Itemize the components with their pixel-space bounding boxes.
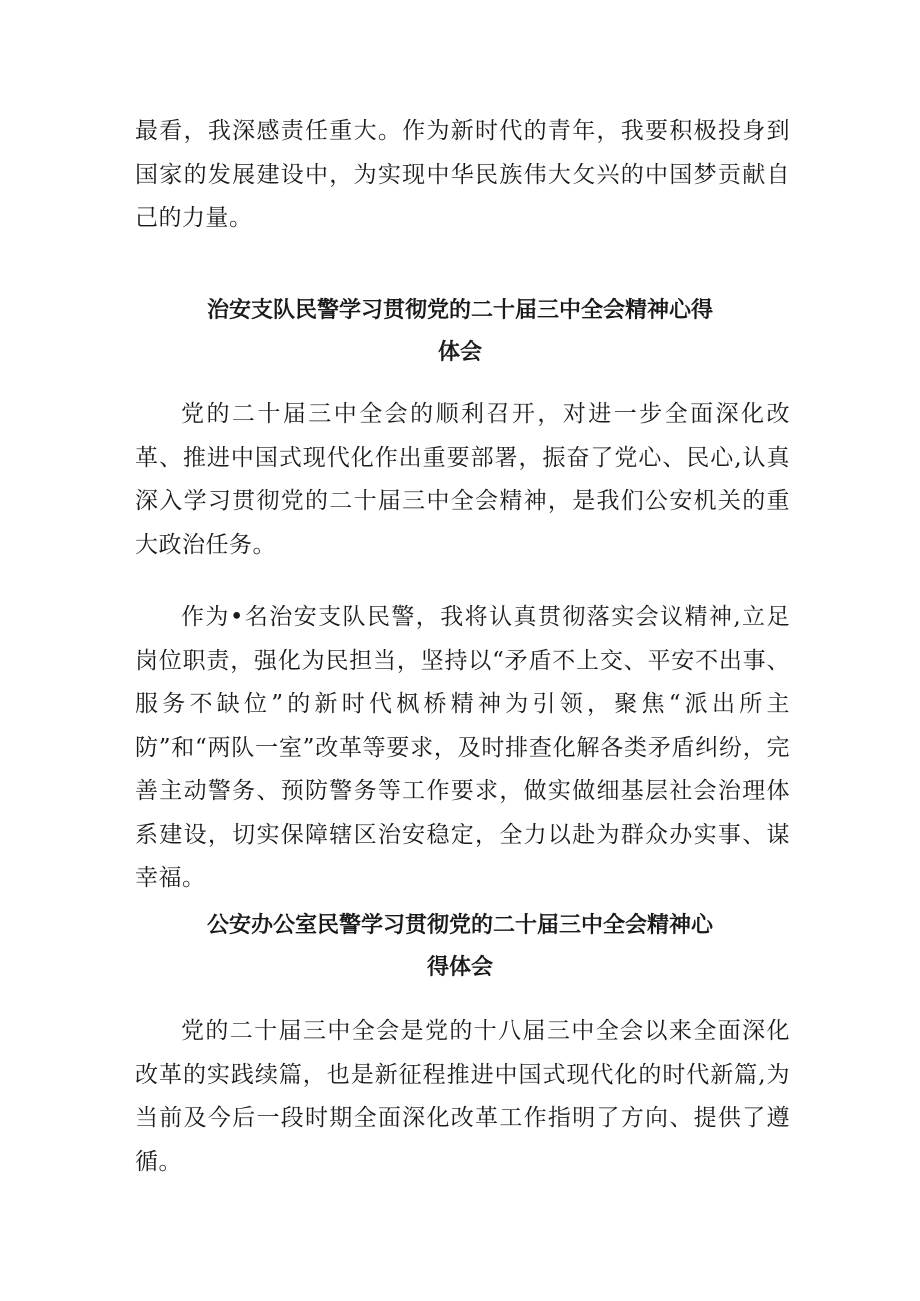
section2-paragraph-1: 党的二十届三中全会是党的十八届三中全会以来全面深化改革的实践续篇，也是新征程推进中国式现代化的时代新篇,为当前及今后一段时期全面深化改革工作指明了方向、提供了遵循。 bbox=[135, 1018, 790, 1175]
section2-title-line1: 公安办公室民警学习贯彻党的二十届三中全会精神心 bbox=[206, 913, 713, 938]
section1-title bbox=[160, 290, 760, 374]
section1-paragraph-2: 作为•名治安支队民警，我将认真贯彻落实会议精神,立足岗位职责，强化为民担当，坚持以“矛盾不上交、平安不出事、服务不缺位”的新时代枫桥精神为引领，聚焦“派出所主防”和“两队一室”改革等要求，及时排查化解各类矛盾纠纷，完善主动警务、预防警务等工作要求，做实做细基层社会治理体系建设，切实保障辖区治安稳定，全力以赴为群众办实事、谋幸福。 bbox=[135, 604, 790, 891]
section1-paragraph-1: 党的二十届三中全会的顺利召开，对进一步全面深化改革、推进中国式现代化作出重要部署，振奋了党心、民心,认真深入学习贯彻党的二十届三中全会精神，是我们公安机关的重大政治任务。 bbox=[135, 401, 790, 558]
section2-title-line2: 得体会 bbox=[426, 955, 493, 980]
section2-title bbox=[160, 905, 760, 989]
continuation-paragraph: 最看，我深感责任重大。作为新时代的青年，我要积极投身到国家的发展建设中，为实现中华民族伟大攵兴的中国梦贡献自己的力量。 bbox=[135, 118, 790, 231]
section1-title-line2: 体会 bbox=[437, 340, 482, 365]
section1-title-line1: 治安支队民警学习贯彻党的二十届三中全会精神心得 bbox=[206, 298, 713, 323]
